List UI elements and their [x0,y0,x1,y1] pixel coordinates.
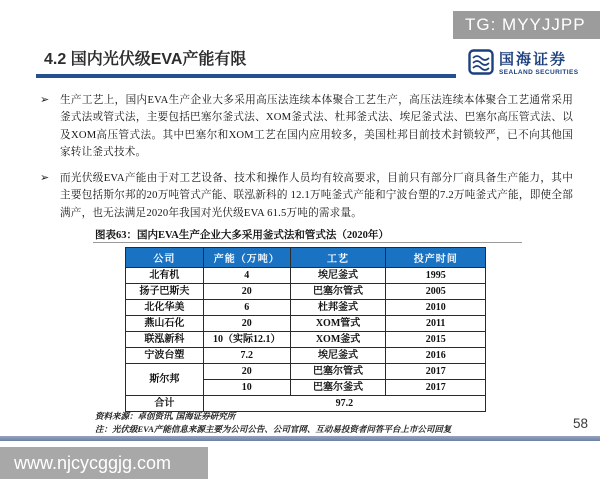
company-cell: 宁波台塑 [126,348,204,364]
bottom-divider-bar [0,436,600,441]
table-row [126,268,486,284]
bullet-arrow-icon: ➢ [40,172,50,185]
capacity-cell: 20 [203,284,290,300]
telegram-badge: TG: MYYJJPP [453,11,600,39]
capacity-cell: 20 [203,316,290,332]
figure-caption: 图表63：国内EVA生产企业大多采用釜式法和管式法（2020年） [95,230,389,241]
figure-note: 注：光伏级EVA产能信息来源主要为公司公告、公司官网、互动易投资者问答平台上市公司回复 [95,424,452,434]
table-row [126,332,486,348]
capacity-cell: 10 [203,380,290,396]
page-title: 4.2 国内光伏级EVA产能有限 [44,51,247,68]
year-cell: 2017 [386,364,486,380]
bullet-paragraph-1 [40,92,573,161]
year-cell: 2010 [386,300,486,316]
year-cell: 2016 [386,348,486,364]
process-cell: 巴塞尔管式 [290,364,386,380]
paragraph-text: 而光伏级EVA产能由于对工艺设备、技术和操作人员均有较高要求，目前只有部分厂商具备生产能力，其中主要包括斯尔邦的20万吨管式产能、联泓新科的 12.1万吨釜式产能和宁波台塑的7.2万吨釜式产能，即使全部满产，也无法满足2020年我国对光伏级EVA 61.5万吨的需求量。 [60,173,573,219]
process-cell: XOM管式 [290,316,386,332]
table-row [126,364,486,380]
process-cell: 巴塞尔釜式 [290,380,386,396]
title-underline [36,74,456,78]
capacity-cell: 4 [203,268,290,284]
bullet-paragraph-2 [40,170,573,222]
company-cell: 联泓新科 [126,332,204,348]
year-cell: 2005 [386,284,486,300]
process-cell: 埃尼釜式 [290,348,386,364]
year-cell: 2015 [386,332,486,348]
company-cell: 扬子巴斯夫 [126,284,204,300]
figure-source: 资料来源：卓创资讯, 国海证券研究所 [95,411,236,421]
logo-name-cn: 国海证券 [499,51,568,68]
eva-capacity-table [125,247,486,412]
sealand-logo [468,48,578,81]
column-header-year: 投产时间 [386,248,486,268]
capacity-cell: 20 [203,364,290,380]
year-cell: 2017 [386,380,486,396]
capacity-cell: 6 [203,300,290,316]
column-header-process: 工艺 [290,248,386,268]
company-cell-merged: 斯尔邦 [126,364,204,396]
company-cell: 北有机 [126,268,204,284]
company-cell: 燕山石化 [126,316,204,332]
page-number: 58 [573,416,589,431]
table-row [126,348,486,364]
paragraph-text: 生产工艺上，国内EVA生产企业大多采用高压法连续本体聚合工艺生产，高压法连续本体聚合工艺通常采用釜式法或管式法，主要包括巴塞尔釜式法、XOM釜式法、杜邦釜式法、埃尼釜式法、巴塞尔高压管式法、以及XOM高压管式法。其中巴塞尔和XOM工艺在国内应用较多，美国杜邦目前技术封锁较严，已不向其他国家转让釜式技术。 [60,95,573,158]
total-value-cell: 97.2 [203,396,485,412]
bullet-arrow-icon: ➢ [40,94,50,106]
column-header-capacity: 产能（万吨） [203,248,290,268]
body-text [40,92,573,231]
table-row [126,284,486,300]
process-cell: 巴塞尔管式 [290,284,386,300]
table-row [126,316,486,332]
capacity-cell: 7.2 [203,348,290,364]
year-cell: 2011 [386,316,486,332]
table-row [126,300,486,316]
year-cell: 1995 [386,268,486,284]
watermark-url: www.njcycggjg.com [0,447,208,479]
total-label-cell: 合计 [126,396,204,412]
company-cell: 北化华美 [126,300,204,316]
process-cell: XOM釜式 [290,332,386,348]
capacity-cell: 10（实际12.1） [203,332,290,348]
process-cell: 杜邦釜式 [290,300,386,316]
column-header-company: 公司 [126,248,204,268]
table-header-row [126,248,486,268]
logo-name-en: SEALAND SECURITIES [499,68,579,76]
caption-underline [93,242,522,243]
sealand-logo-icon [468,48,494,81]
process-cell: 埃尼釜式 [290,268,386,284]
